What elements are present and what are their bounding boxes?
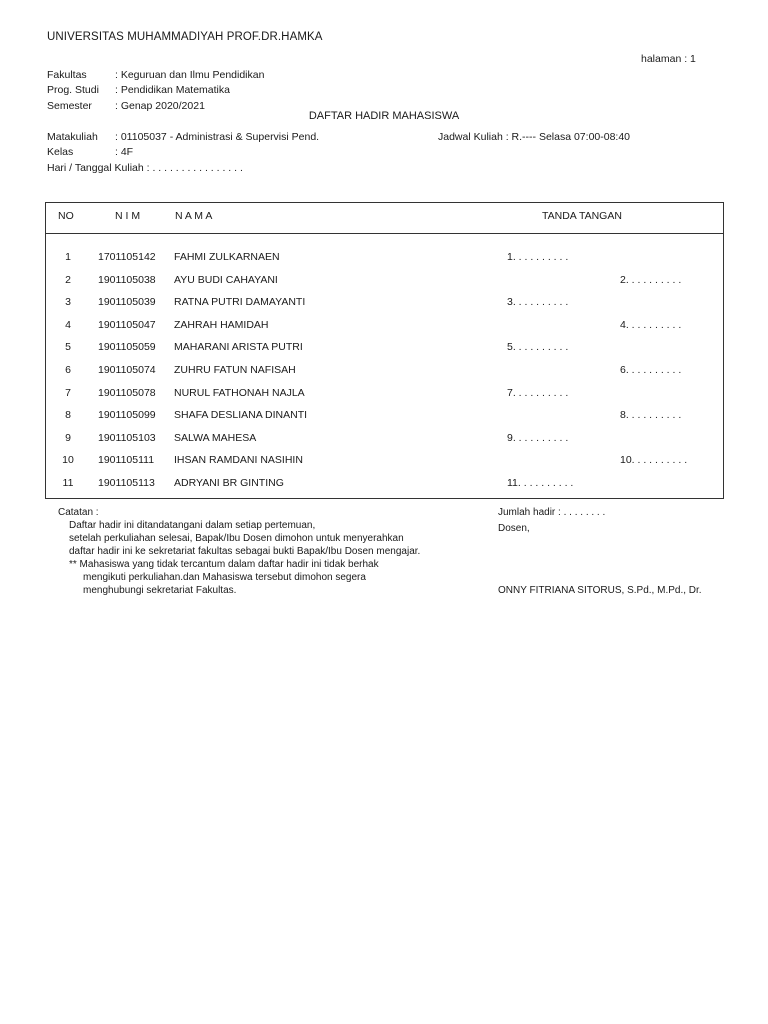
row-number: 8	[65, 409, 71, 422]
row-nim: 1901105113	[98, 477, 155, 489]
table-row	[46, 341, 723, 363]
hari-tanggal: Hari / Tanggal Kuliah : . . . . . . . . . . . . . . . .	[47, 162, 243, 174]
kelas-value: : 4F	[115, 146, 134, 158]
row-nim: 1901105078	[98, 386, 156, 399]
row-nim: 1901105099	[98, 409, 156, 422]
matakuliah-value: : 01105037 - Administrasi & Supervisi Pend.	[115, 131, 320, 143]
kelas-label: Kelas	[47, 146, 74, 158]
note-line-6: menghubungi sekretariat Fakultas.	[83, 585, 237, 596]
table-row	[46, 477, 723, 499]
row-signature-line: 7. . . . . . . . . .	[507, 386, 569, 399]
university-name: UNIVERSITAS MUHAMMADIYAH PROF.DR.HAMKA	[47, 31, 323, 43]
row-signature-line: 9. . . . . . . . . .	[507, 431, 569, 444]
row-name: ADRYANI BR GINTING	[174, 477, 284, 489]
note-line-5: mengikuti perkuliahan.dan Mahasiswa tersebut dimohon segera	[83, 572, 366, 583]
row-name: SHAFA DESLIANA DINANTI	[174, 409, 308, 422]
semester-value: : Genap 2020/2021	[115, 100, 205, 112]
catatan-label: Catatan :	[58, 507, 99, 518]
row-name: MAHARANI ARISTA PUTRI	[174, 341, 303, 354]
row-number: 2	[65, 273, 71, 286]
row-signature-line: 5. . . . . . . . . .	[507, 341, 569, 354]
row-nim: 1901105038	[98, 273, 156, 286]
note-line-1: Daftar hadir ini ditandatangani dalam setiap pertemuan,	[69, 520, 316, 531]
header-tanda-tangan: TANDA TANGAN	[542, 210, 622, 222]
header-divider	[46, 233, 723, 234]
table-row	[46, 274, 723, 296]
row-nim: 1901105074	[98, 364, 156, 376]
note-line-4: ** Mahasiswa yang tidak tercantum dalam daftar hadir ini tidak berhak	[69, 559, 379, 570]
row-signature-line: 4. . . . . . . . . .	[620, 318, 682, 331]
fakultas-label: Fakultas	[47, 69, 87, 81]
page-number: halaman : 1	[641, 53, 696, 65]
note-line-2: setelah perkuliahan selesai, Bapak/Ibu Dosen dimohon untuk menyerahkan	[69, 533, 404, 544]
header-no: NO	[58, 210, 74, 222]
table-row	[46, 432, 723, 454]
row-number: 1	[65, 251, 71, 263]
table-row	[46, 364, 723, 386]
row-name: ZUHRU FATUN NAFISAH	[174, 364, 296, 376]
dosen-name: ONNY FITRIANA SITORUS, S.Pd., M.Pd., Dr.	[498, 585, 702, 596]
prodi-label: Prog. Studi	[47, 84, 99, 96]
document-title: DAFTAR HADIR MAHASISWA	[308, 110, 460, 122]
row-number: 3	[65, 296, 71, 309]
dosen-label: Dosen,	[498, 523, 530, 534]
row-name: ZAHRAH HAMIDAH	[174, 318, 269, 331]
row-number: 4	[65, 318, 71, 331]
row-name: AYU BUDI CAHAYANI	[174, 273, 278, 286]
matakuliah-label: Matakuliah	[47, 131, 98, 143]
row-signature-line: 8. . . . . . . . . .	[620, 409, 682, 422]
row-signature-line: 10. . . . . . . . . .	[620, 454, 688, 467]
row-nim: 1901105039	[98, 296, 156, 309]
fakultas-value: : Keguruan dan Ilmu Pendidikan	[115, 69, 265, 81]
row-nim: 1901105111	[98, 454, 155, 467]
row-number: 9	[65, 431, 71, 444]
attendance-table	[45, 202, 724, 499]
table-row	[46, 454, 723, 476]
row-number: 6	[65, 364, 71, 376]
table-row	[46, 296, 723, 318]
row-name: RATNA PUTRI DAMAYANTI	[174, 296, 306, 309]
row-nim: 1901105047	[98, 318, 156, 331]
row-number: 10	[62, 454, 74, 467]
row-number: 11	[62, 477, 74, 489]
row-nim: 1901105103	[98, 431, 156, 444]
row-number: 5	[65, 341, 71, 354]
row-nim: 1901105059	[98, 341, 156, 354]
table-row	[46, 409, 723, 431]
row-name: FAHMI ZULKARNAEN	[174, 251, 280, 263]
row-signature-line: 11. . . . . . . . . .	[507, 477, 574, 489]
row-signature-line: 6. . . . . . . . . .	[620, 364, 682, 376]
table-row	[46, 251, 723, 273]
note-line-3: daftar hadir ini ke sekretariat fakultas sebagai bukti Bapak/Ibu Dosen mengajar.	[69, 546, 421, 557]
row-name: NURUL FATHONAH NAJLA	[174, 386, 305, 399]
row-signature-line: 3. . . . . . . . . .	[507, 296, 569, 309]
header-nim: N I M	[115, 210, 141, 222]
row-name: IHSAN RAMDANI NASIHIN	[174, 454, 303, 467]
jadwal-kuliah: Jadwal Kuliah : R.---- Selasa 07:00-08:40	[438, 131, 631, 143]
prodi-value: : Pendidikan Matematika	[115, 84, 230, 96]
header-nama: N A M A	[175, 210, 213, 222]
table-row	[46, 319, 723, 341]
semester-label: Semester	[47, 100, 92, 112]
row-nim: 1701105142	[98, 251, 156, 263]
row-number: 7	[65, 386, 71, 399]
jumlah-hadir: Jumlah hadir : . . . . . . . .	[498, 507, 606, 518]
row-signature-line: 2. . . . . . . . . .	[620, 273, 682, 286]
table-row	[46, 387, 723, 409]
row-signature-line: 1. . . . . . . . . .	[507, 251, 569, 263]
row-name: SALWA MAHESA	[174, 431, 257, 444]
